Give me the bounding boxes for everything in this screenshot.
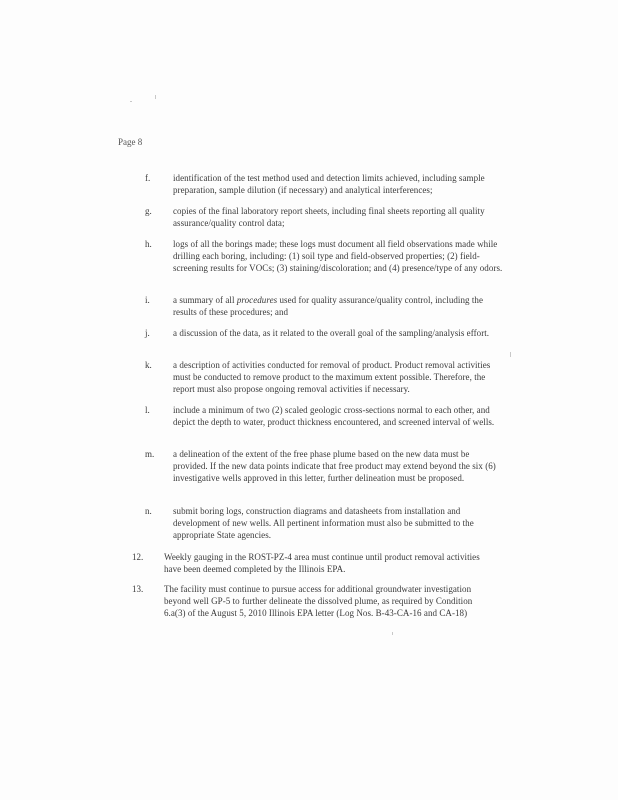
- item-text: identification of the test method used and detection limits achieved, including sample preparation, sample dilution (if necessary) and analytical interferences;: [173, 173, 485, 196]
- item-text: include a minimum of two (2) scaled geologic cross-sections normal to each other, and depict the depth to water, product thickness encountered, and screened interval of wells.: [173, 405, 495, 428]
- scan-speck: [392, 632, 393, 635]
- item-text-italic: procedures: [236, 295, 278, 305]
- item-text: logs of all the borings made; these logs must document all field observations made while drilling each boring, including: (1) soil type and field-observed properties; (2) field-screening results for VOCs; (3) staining/discoloration; and (4) presence/type of any odors.: [173, 239, 503, 274]
- item-text: a delineation of the extent of the free phase plume based on the new data must be provided. If the new data points indicate that free product may extend beyond the six (6) investigative wells approved in this letter, further delineation must be proposed.: [173, 449, 496, 484]
- page-number: Page 8: [118, 137, 143, 147]
- scan-speck: [510, 352, 511, 357]
- condition-text: The facility must continue to pursue access for additional groundwater investigation beyond well GP-5 to further delineate the dissolved plume, as required by Condition 6.a(3) of the August 5, 2010 Illinois EPA letter (Log Nos. B-43-CA-16 and CA-18): [164, 584, 473, 619]
- condition-number: 12.: [132, 552, 144, 562]
- condition-number: 13.: [132, 584, 144, 594]
- item-letter: g.: [145, 206, 152, 216]
- item-letter: n.: [145, 506, 152, 516]
- item-text: submit boring logs, construction diagrams and datasheets from installation and development of new wells. All pertinent information must also be submitted to the appropriate State agencies.: [173, 506, 474, 541]
- item-text: [173, 294, 503, 318]
- item-letter: m.: [145, 449, 155, 459]
- item-letter: j.: [145, 328, 150, 338]
- item-text-before: a summary of all: [173, 295, 237, 305]
- item-letter: h.: [145, 239, 152, 249]
- scan-speck: [155, 95, 156, 99]
- scan-speck: [130, 101, 132, 102]
- item-letter: l.: [145, 405, 150, 415]
- item-letter: i.: [145, 295, 150, 305]
- item-text-after: used for quality assurance/quality control, including the results of these procedures; and: [173, 295, 484, 318]
- condition-text: Weekly gauging in the ROST-PZ-4 area must continue until product removal activities have been deemed completed by the Illinois EPA.: [164, 552, 480, 575]
- item-letter: f.: [145, 173, 151, 183]
- item-letter: k.: [145, 360, 152, 370]
- item-text: a description of activities conducted for removal of product. Product removal activities must be conducted to remove product to the maximum extent possible. Therefore, the report must also propose ongoing removal activities if necessary.: [173, 360, 491, 395]
- item-text: a discussion of the data, as it related to the overall goal of the sampling/analysis effort.: [173, 328, 490, 338]
- item-text: copies of the final laboratory report sheets, including final sheets reporting all quality assurance/quality control data;: [173, 206, 485, 229]
